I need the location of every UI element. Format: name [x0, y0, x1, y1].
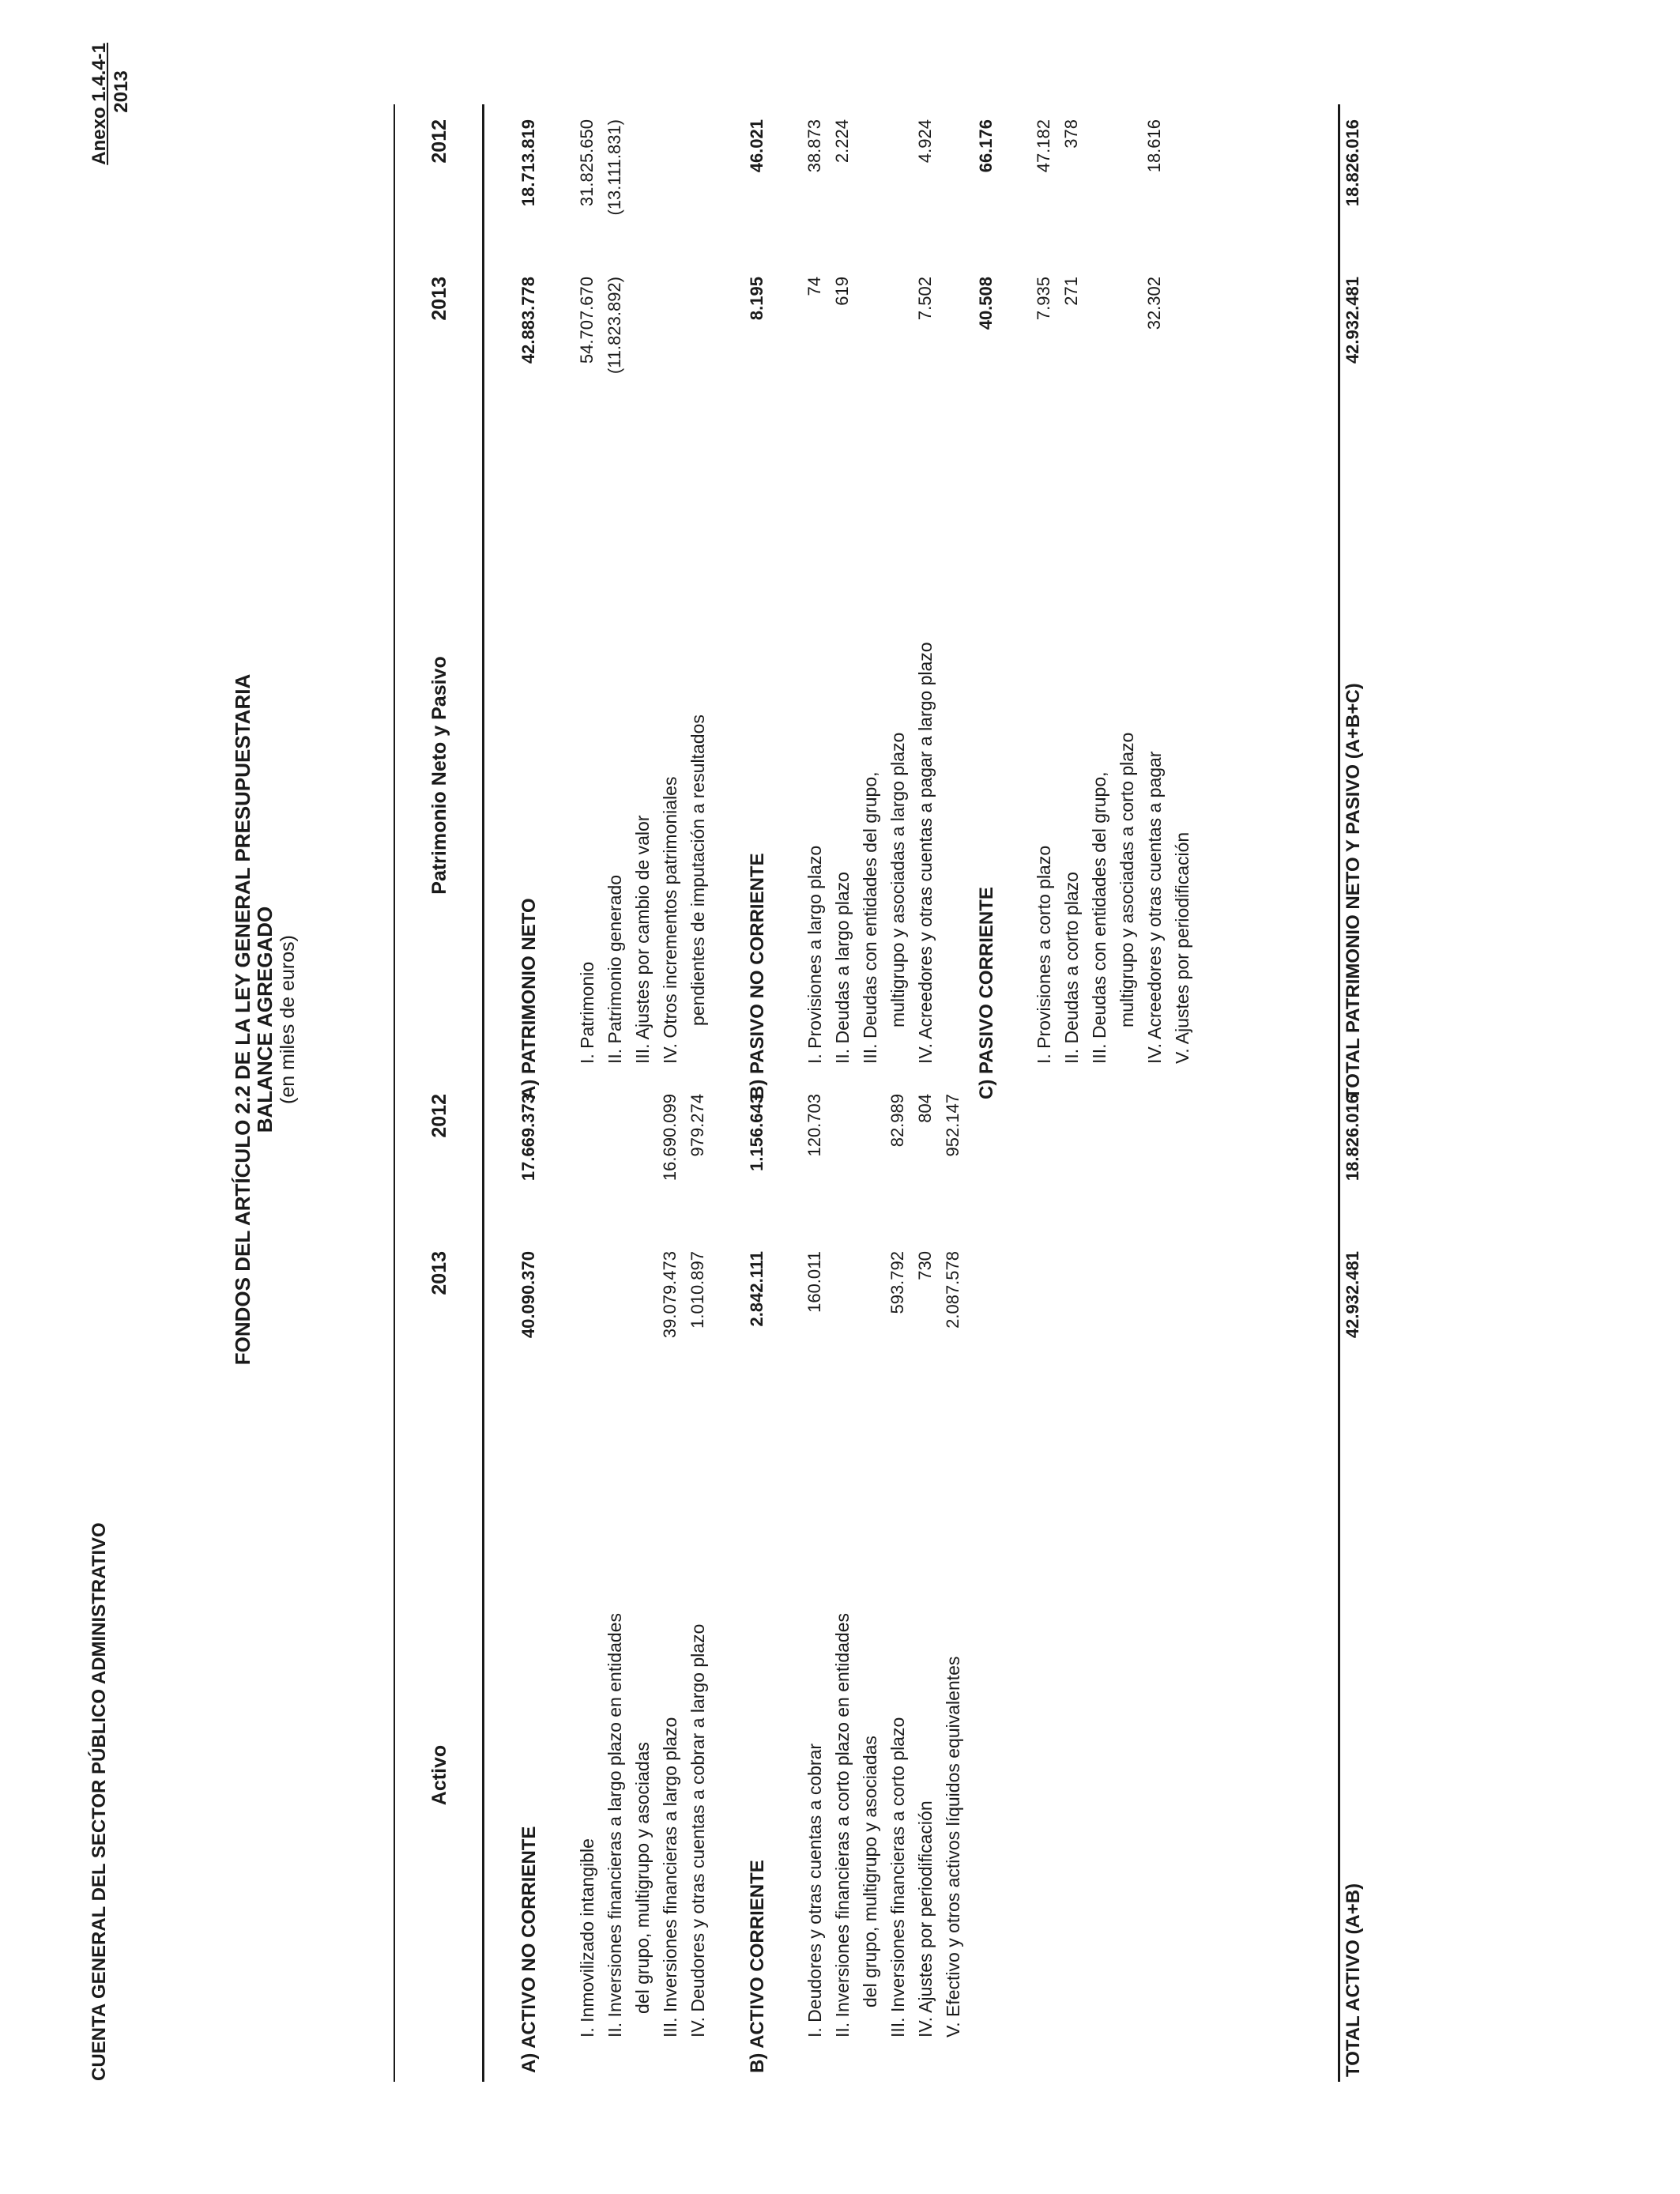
value-2012: 2.224 [832, 119, 852, 164]
total-pasivo-label: TOTAL PATRIMONIO NETO Y PASIVO (A+B+C) [1343, 683, 1364, 1099]
value-2012: 46.021 [747, 119, 767, 173]
value-2012: 18.713.819 [518, 119, 538, 207]
total-activo-label: TOTAL ACTIVO (A+B) [1343, 1883, 1364, 2077]
value-2013: 40.090.370 [518, 1251, 538, 1339]
total-activo-2013: 42.932.481 [1343, 1251, 1362, 1339]
value-2012: 66.176 [976, 119, 996, 173]
value-2012: 1.156.643 [747, 1094, 767, 1171]
item-label: V. Efectivo y otros activos líquidos equivalentes [943, 1656, 963, 2038]
item-label: II. Inversiones financieras a largo plazo en entidades [605, 1613, 625, 2038]
item-label: IV. Acreedores y otras cuentas a pagar [1144, 751, 1165, 1064]
value-2013: 1.010.897 [687, 1251, 707, 1329]
item-label: I. Deudores y otras cuentas a cobrar [804, 1743, 825, 2038]
section-label: A) ACTIVO NO CORRIENTE [518, 1826, 540, 2073]
value-2012: 82.989 [887, 1094, 907, 1148]
section-label: A) PATRIMONIO NETO [518, 898, 540, 1099]
value-2013: 74 [804, 277, 824, 296]
activo-heading: Activo [428, 1744, 450, 1806]
value-2013: 619 [832, 277, 852, 306]
report-subtitle: BALANCE AGREGADO [253, 906, 277, 1133]
value-2012: 47.182 [1034, 119, 1053, 173]
value-2013: 593.792 [887, 1251, 907, 1314]
item-label: IV. Acreedores y otras cuentas a pagar a largo plazo [915, 642, 936, 1064]
value-2012: 38.873 [804, 119, 824, 173]
value-2012: 17.669.373 [518, 1094, 538, 1182]
item-label: III. Ajustes por cambio de valor [632, 815, 653, 1064]
total-pasivo-2012: 18.826.016 [1343, 119, 1362, 207]
item-label: del grupo, multigrupo y asociadas [632, 1742, 653, 2014]
pasivo-header-rule [482, 104, 484, 1107]
org-title: CUENTA GENERAL DEL SECTOR PÚBLICO ADMINISTRATIVO [89, 1522, 110, 2081]
value-2013: 2.842.111 [747, 1251, 767, 1327]
value-2012: 31.825.650 [577, 119, 597, 207]
item-label: multigrupo y asociadas a largo plazo [887, 732, 908, 1027]
value-2013: 32.302 [1144, 277, 1164, 330]
value-2013: 7.935 [1034, 277, 1053, 321]
item-label: I. Patrimonio [577, 961, 597, 1064]
value-2012: 952.147 [943, 1094, 962, 1157]
value-2013: 160.011 [804, 1251, 824, 1313]
item-label: III. Inversiones financieras a corto plazo [887, 1717, 908, 2038]
item-label: III. Deudas con entidades del grupo, [860, 771, 880, 1064]
value-2013: 42.883.778 [518, 277, 538, 364]
value-2013: 40.508 [976, 277, 996, 330]
value-2012: 378 [1061, 119, 1081, 149]
annex-label: Anexo 1.4.4-1 [89, 43, 110, 165]
annex-year: 2013 [111, 70, 132, 113]
value-2012: (13.111.831) [605, 119, 624, 216]
activo-total-rule [1338, 1079, 1340, 2082]
item-label: V. Ajustes por periodificación [1172, 831, 1192, 1064]
pasivo-heading: Patrimonio Neto y Pasivo [428, 656, 450, 895]
item-label: IV. Ajustes por periodificación [915, 1800, 936, 2038]
item-label: II. Patrimonio generado [605, 874, 625, 1064]
total-activo-2012: 18.826.016 [1343, 1094, 1362, 1182]
value-2013: 39.079.473 [660, 1251, 680, 1339]
value-2013: 7.502 [915, 277, 935, 321]
item-label: III. Deudas con entidades del grupo, [1089, 771, 1109, 1064]
item-label: I. Inmovilizado intangible [577, 1838, 597, 2038]
value-2012: 804 [915, 1094, 935, 1123]
value-2013: 54.707.670 [577, 277, 597, 364]
report-units: (en miles de euros) [277, 935, 299, 1104]
value-2012: 120.703 [804, 1094, 824, 1157]
item-label: II. Inversiones financieras a corto plazo en entidades [832, 1613, 853, 2038]
report-title: FONDOS DEL ARTÍCULO 2.2 DE LA LEY GENERAL PRESUPUESTARIA [231, 673, 254, 1366]
item-label: IV. Deudores y otras cuentas a cobrar a largo plazo [687, 1623, 708, 2038]
item-label: pendientes de imputación a resultados [687, 714, 708, 1026]
section-label: B) ACTIVO CORRIENTE [747, 1860, 768, 2073]
value-2012: 16.690.099 [660, 1094, 680, 1182]
item-label: multigrupo y asociadas a corto plazo [1117, 732, 1137, 1027]
item-label: III. Inversiones financieras a largo plazo [660, 1717, 680, 2038]
total-pasivo-2013: 42.932.481 [1343, 277, 1362, 364]
value-2013: (11.823.892) [605, 277, 624, 375]
item-label: I. Provisiones a corto plazo [1034, 845, 1054, 1064]
pasivo-col-2012: 2012 [428, 119, 450, 164]
section-label: B) PASIVO NO CORRIENTE [747, 853, 768, 1099]
pasivo-total-rule [1338, 104, 1340, 1107]
activo-top-rule [394, 1079, 395, 2082]
value-2012: 18.616 [1144, 119, 1164, 173]
pasivo-top-rule [394, 104, 395, 1107]
value-2012: 4.924 [915, 119, 935, 164]
item-label: del grupo, multigrupo y asociadas [860, 1736, 880, 2007]
item-label: II. Deudas a largo plazo [832, 872, 853, 1064]
value-2012: 979.274 [687, 1094, 707, 1157]
value-2013: 730 [915, 1251, 935, 1280]
item-label: II. Deudas a corto plazo [1061, 872, 1082, 1064]
activo-col-2013: 2013 [428, 1251, 450, 1295]
activo-col-2012: 2012 [428, 1094, 450, 1138]
item-label: I. Provisiones a largo plazo [804, 845, 825, 1064]
value-2013: 8.195 [747, 277, 767, 321]
item-label: IV. Otros incrementos patrimoniales [660, 776, 680, 1064]
pasivo-col-2013: 2013 [428, 277, 450, 321]
activo-header-rule [482, 1079, 484, 2082]
value-2013: 2.087.578 [943, 1251, 962, 1329]
value-2013: 271 [1061, 277, 1081, 306]
section-label: C) PASIVO CORRIENTE [976, 887, 997, 1099]
